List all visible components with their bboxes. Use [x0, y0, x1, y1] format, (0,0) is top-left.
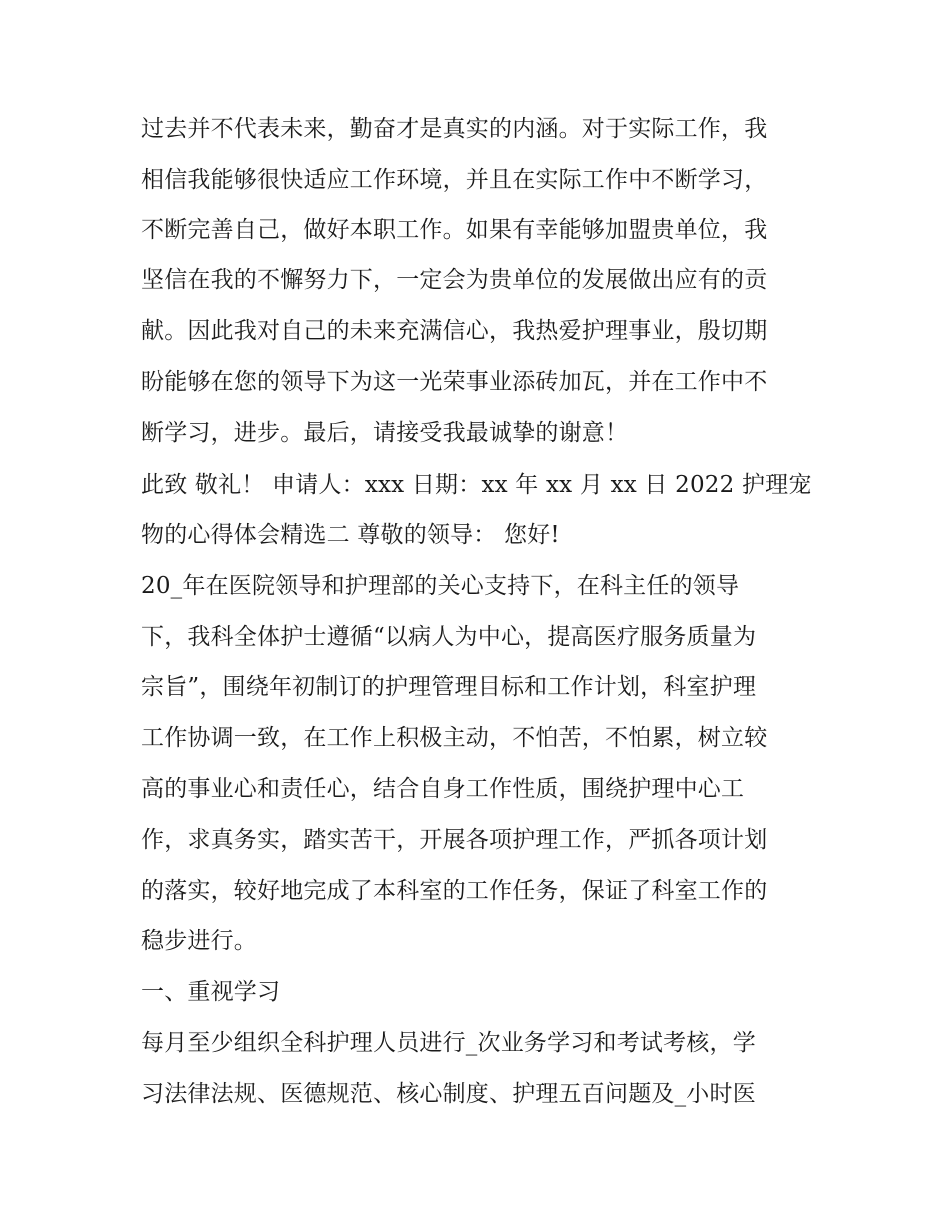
- text-line: 坚信在我的不懈努力下，一定会为贵单位的发展做出应有的贡: [141, 267, 768, 293]
- section-heading: 一、重视学习: [141, 979, 281, 1005]
- text-line: 高的事业心和责任心，结合自身工作性质，围绕护理中心工: [141, 776, 745, 802]
- text-line: 盼能够在您的领导下为这一光荣事业添砖加瓦，并在工作中不: [141, 369, 768, 395]
- text-line: 相信我能够很快适应工作环境，并且在实际工作中不断学习，: [141, 167, 768, 193]
- text-line: 20_年在医院领导和护理部的关心支持下，在科主任的领导: [141, 573, 740, 599]
- text-line: 此致 敬礼！ 申请人：xxx 日期：xx 年 xx 月 xx 日 2022 护理宠: [141, 472, 812, 498]
- text-line: 宗旨”，围绕年初制订的护理管理目标和工作计划，科室护理: [141, 674, 757, 700]
- text-line: 献。因此我对自己的未来充满信心，我热爱护理事业，殷切期: [141, 318, 768, 344]
- text-line: 物的心得体会精选二 尊敬的领导： 您好!: [141, 522, 560, 548]
- text-line: 的落实，较好地完成了本科室的工作任务，保证了科室工作的: [141, 878, 768, 904]
- text-line: 工作协调一致，在工作上积极主动，不怕苦，不怕累，树立较: [141, 725, 768, 751]
- text-line: 过去并不代表未来，勤奋才是真实的内涵。对于实际工作，我: [141, 116, 768, 142]
- text-line: 稳步进行。: [141, 928, 257, 954]
- text-line: 不断完善自己，做好本职工作。如果有幸能够加盟贵单位，我: [141, 217, 768, 243]
- text-line: 作，求真务实，踏实苦干，开展各项护理工作，严抓各项计划: [141, 827, 768, 853]
- text-line: 断学习，进步。最后，请接受我最诚挚的谢意！: [141, 420, 629, 446]
- text-line: 下，我科全体护士遵循“以病人为中心，提高医疗服务质量为: [141, 624, 757, 650]
- text-line: 习法律法规、医德规范、核心制度、护理五百问题及_小时医: [141, 1081, 756, 1107]
- text-line: 每月至少组织全科护理人员进行_次业务学习和考试考核，学: [141, 1030, 756, 1056]
